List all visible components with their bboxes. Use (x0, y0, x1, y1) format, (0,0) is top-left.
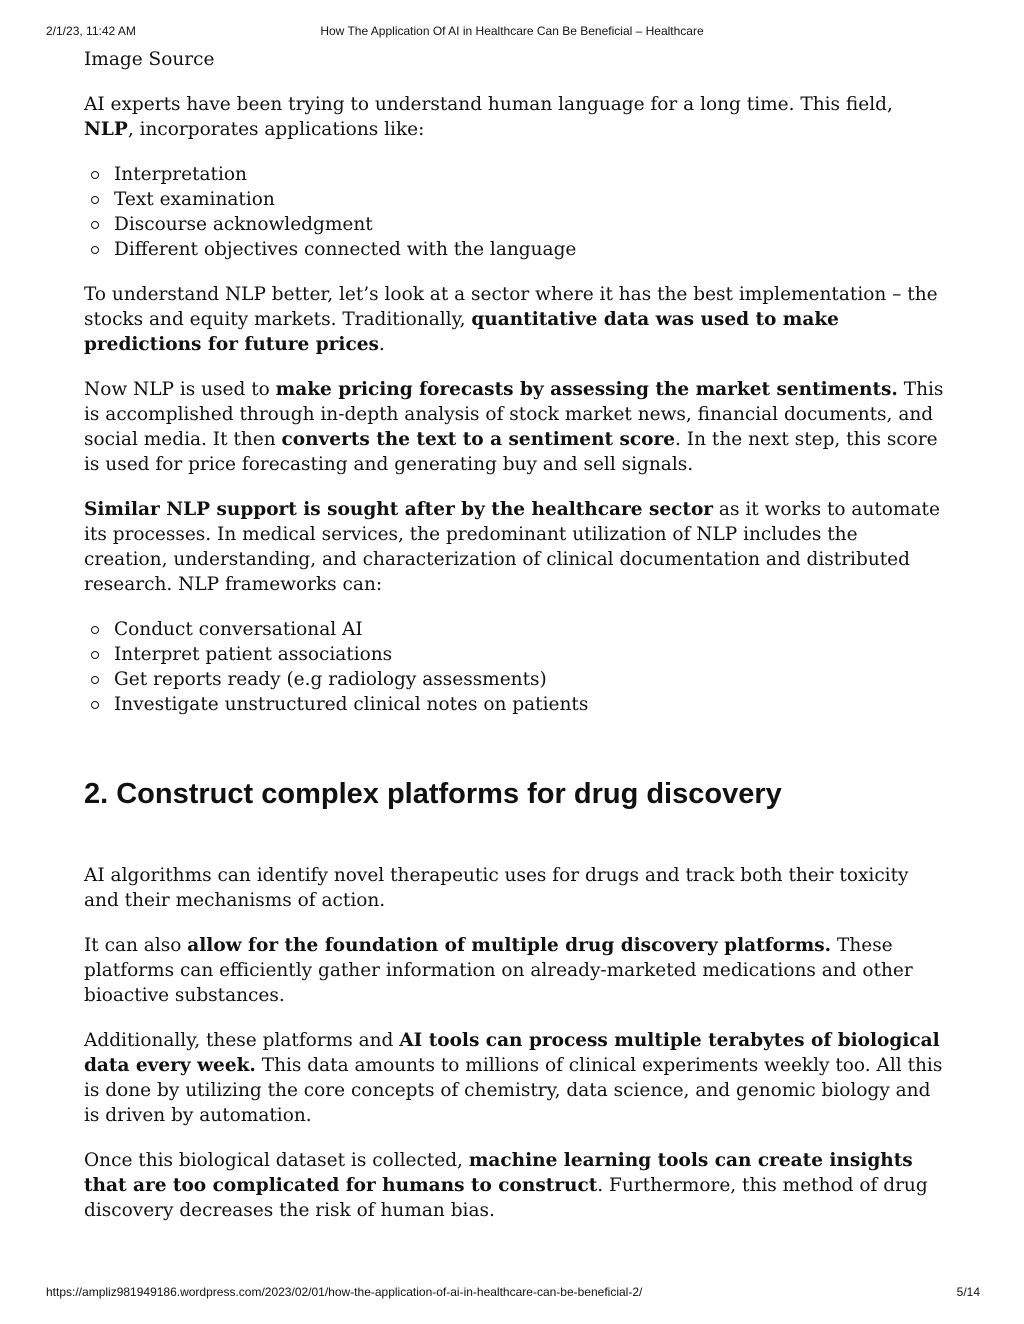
page-number: 5/14 (956, 1285, 980, 1299)
paragraph-ml-insights: Once this biological dataset is collected, machine learning tools can create insights that are too complicated for humans to construct. Furthermore, this method of drug discovery decreases the risk of human bias. (84, 1150, 928, 1221)
paragraph-algorithms: AI algorithms can identify novel therapeutic uses for drugs and track both their toxicity and their mechanisms of action. (84, 865, 909, 911)
paragraph-stocks: To understand NLP better, let’s look at a sector where it has the best implementation – the stocks and equity markets. Traditionally, quantitative data was used to make predictions for future prices. (84, 284, 938, 355)
list-item: Get reports ready (e.g radiology assessments) (114, 667, 944, 692)
section-heading: 2. Construct complex platforms for drug discovery (84, 778, 782, 810)
list-item: Text examination (114, 187, 944, 212)
print-datetime: 2/1/23, 11:42 AM (46, 24, 136, 38)
list-item: Interpretation (114, 162, 944, 187)
list-item: Discourse acknowledgment (114, 212, 944, 237)
article-body (84, 47, 944, 1243)
paragraph-terabytes: Additionally, these platforms and AI tools can process multiple terabytes of biological data every week. This data amounts to millions of clinical experiments weekly too. All this is done by utilizing the core concepts of chemistry, data science, and genomic biology and is driven by automation. (84, 1030, 943, 1126)
list-item: Conduct conversational AI (114, 617, 944, 642)
paragraph-healthcare-nlp: Similar NLP support is sought after by the healthcare sector as it works to automate its processes. In medical services, the predominant utilization of NLP includes the creation, understanding, and characterization of clinical documentation and distributed research. NLP frameworks can: (84, 499, 940, 595)
page-url: https://ampliz981949186.wordpress.com/2023/02/01/how-the-application-of-ai-in-healthcare-can-be-beneficial-2/ (46, 1285, 643, 1299)
nlp-applications-list (84, 162, 944, 262)
paragraph-platforms: It can also allow for the foundation of multiple drug discovery platforms. These platforms can efficiently gather information on already-marketed medications and other bioactive substances. (84, 935, 913, 1006)
list-item: Investigate unstructured clinical notes on patients (114, 692, 944, 717)
print-footer (0, 1285, 1024, 1301)
page-title: How The Application Of AI in Healthcare Can Be Beneficial – Healthcare (320, 24, 704, 38)
nlp-frameworks-list (84, 617, 944, 717)
image-source-link[interactable]: Image Source (84, 49, 215, 70)
paragraph-sentiment: Now NLP is used to make pricing forecasts by assessing the market sentiments. This is accomplished through in-depth analysis of stock market news, financial documents, and social media. It then converts the text to a sentiment score. In the next step, this score is used for price forecasting and generating buy and sell signals. (84, 379, 944, 475)
print-header (0, 24, 1024, 40)
paragraph-nlp-intro: AI experts have been trying to understand human language for a long time. This field, NLP, incorporates applications like: (84, 94, 893, 140)
list-item: Interpret patient associations (114, 642, 944, 667)
list-item: Different objectives connected with the language (114, 237, 944, 262)
